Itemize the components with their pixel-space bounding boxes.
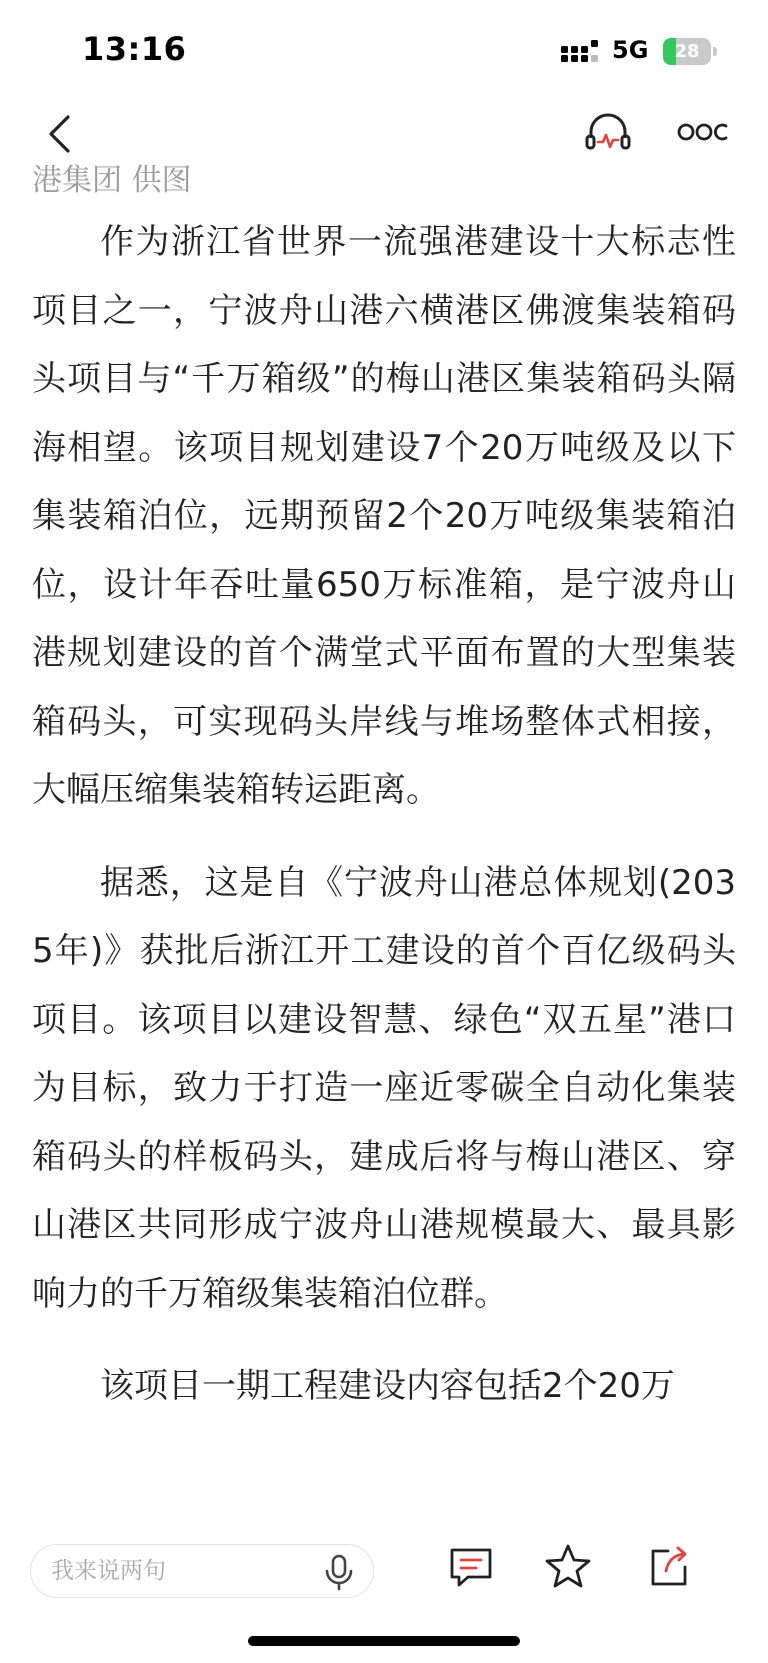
headphones-icon [583, 108, 633, 158]
comment-icon [446, 1541, 496, 1591]
comment-button[interactable] [446, 1541, 496, 1591]
article-paragraph: 作为浙江省世界一流强港建设十大标志性项目之一，宁波舟山港六横港区佛渡集装箱码头项目与“千万箱级”的梅山港区集装箱码头隔海相望。该项目规划建设7个20万吨级及以下集装箱泊位，远期预留2个20万吨级集装箱泊位，设计年吞吐量650万标准箱，是宁波舟山港规划建设的首个满堂式平面布置的大型集装箱码头，可实现码头岸线与堆场整体式相接，大幅压缩集装箱转运距离。 [32, 222, 736, 810]
status-bar [0, 0, 768, 100]
more-icon [675, 112, 735, 152]
battery-level: 28 [674, 41, 700, 62]
comment-input[interactable] [49, 1545, 313, 1597]
status-time: 13:16 [82, 30, 187, 68]
chevron-left-icon [38, 110, 88, 160]
article-paragraph: 据悉，这是自《宁波舟山港总体规划(2035年)》获批后浙江开工建设的首个百亿级码头项目。该项目以建设智慧、绿色“双五星”港口为目标，致力于打造一座近零碳全自动化集装箱码头的样板码头，建成后将与梅山港区、穿山港区共同形成宁波舟山港规模最大、最具影响力的千万箱级集装箱泊位群。 [32, 862, 736, 1314]
share-button[interactable] [644, 1541, 694, 1591]
article-body [32, 154, 736, 1519]
favorite-button[interactable] [543, 1541, 593, 1591]
signal-strength-icon [561, 38, 601, 64]
bottom-toolbar [0, 1519, 768, 1663]
battery-icon [663, 38, 717, 65]
comment-box[interactable] [30, 1544, 374, 1598]
home-indicator [248, 1636, 520, 1646]
microphone-icon[interactable] [321, 1553, 357, 1591]
more-options-button[interactable] [675, 112, 735, 152]
listen-audio-button[interactable] [583, 108, 633, 158]
network-type: 5G [612, 36, 649, 64]
image-caption: 港集团 供图 [32, 163, 192, 198]
back-button[interactable] [38, 110, 88, 160]
article-paragraph: 该项目一期工程建设内容包括2个20万 [100, 1366, 675, 1406]
star-icon [543, 1541, 593, 1591]
share-icon [644, 1541, 694, 1591]
